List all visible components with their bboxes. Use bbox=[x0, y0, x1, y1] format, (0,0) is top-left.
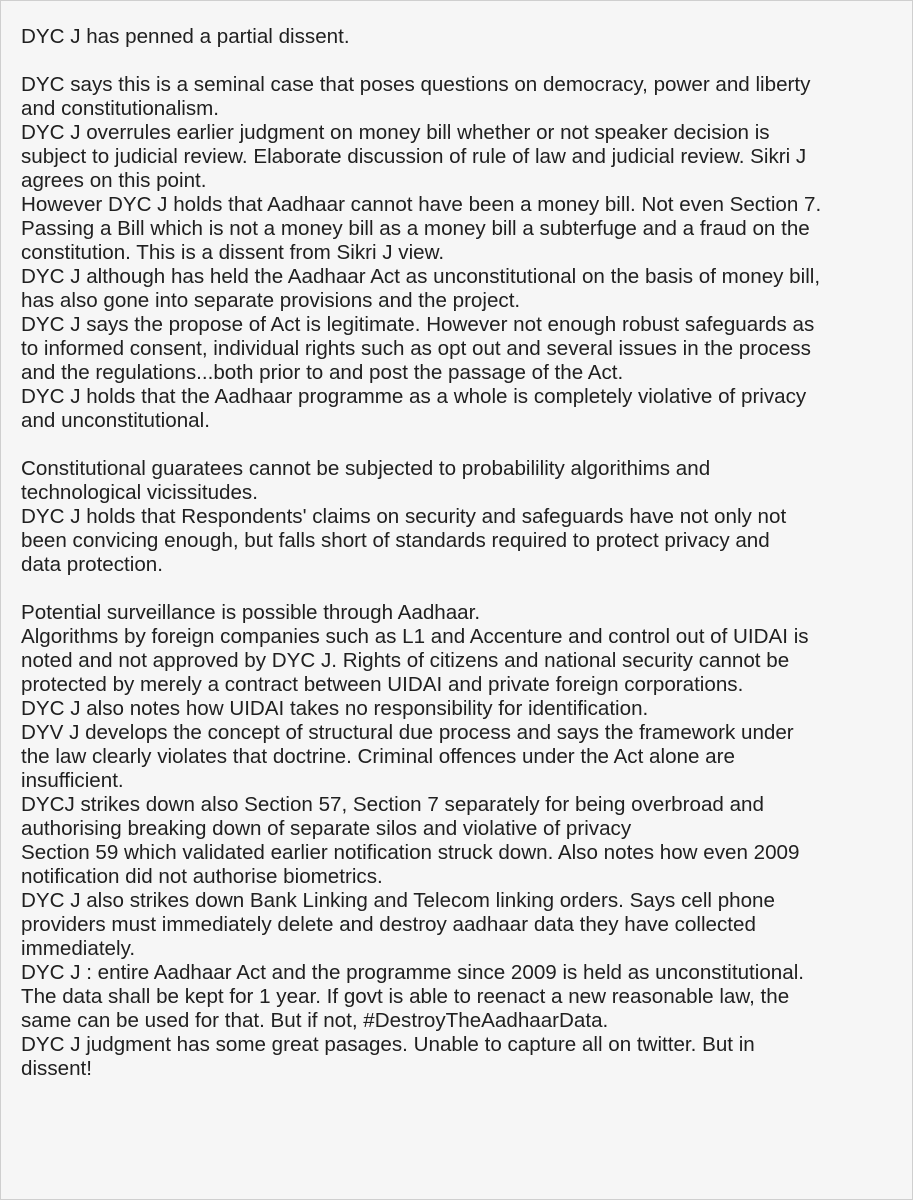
text-line: Constitutional guaratees cannot be subjected to probabilility algorithims and bbox=[21, 457, 711, 480]
text-line: dissent! bbox=[21, 1057, 92, 1080]
text-line: same can be used for that. But if not, #DestroyTheAadhaarData. bbox=[21, 1009, 609, 1032]
text-line: providers must immediately delete and destroy aadhaar data they have collected bbox=[21, 913, 756, 936]
text-line: been convicing enough, but falls short of standards required to protect privacy and bbox=[21, 529, 770, 552]
text-line: immediately. bbox=[21, 937, 136, 960]
text-line: DYC J : entire Aadhaar Act and the programme since 2009 is held as unconstitutional. bbox=[21, 961, 805, 984]
text-line: DYC J holds that Respondents' claims on security and safeguards have not only not bbox=[21, 505, 787, 528]
text-line: subject to judicial review. Elaborate discussion of rule of law and judicial review. Sikri J bbox=[21, 145, 807, 168]
text-line: data protection. bbox=[21, 553, 163, 576]
text-line: and the regulations...both prior to and post the passage of the Act. bbox=[21, 361, 624, 384]
text-line: DYC J has penned a partial dissent. bbox=[21, 25, 350, 48]
text-line: technological vicissitudes. bbox=[21, 481, 258, 504]
text-line: DYC J says the propose of Act is legitimate. However not enough robust safeguards as bbox=[21, 313, 815, 336]
text-line: and unconstitutional. bbox=[21, 409, 210, 432]
text-line: DYCJ strikes down also Section 57, Section 7 separately for being overbroad and bbox=[21, 793, 764, 816]
text-line: Algorithms by foreign companies such as L1 and Accenture and control out of UIDAI is bbox=[21, 625, 809, 648]
text-line: protected by merely a contract between UIDAI and private foreign corporations. bbox=[21, 673, 744, 696]
text-line: DYC J although has held the Aadhaar Act as unconstitutional on the basis of money bill, bbox=[21, 265, 821, 288]
text-line: to informed consent, individual rights such as opt out and several issues in the process bbox=[21, 337, 811, 360]
text-line: authorising breaking down of separate silos and violative of privacy bbox=[21, 817, 632, 840]
text-line: DYC J also notes how UIDAI takes no responsibility for identification. bbox=[21, 697, 649, 720]
blank-line bbox=[21, 433, 901, 457]
text-line: the law clearly violates that doctrine. Criminal offences under the Act alone are bbox=[21, 745, 735, 768]
blank-line bbox=[21, 49, 901, 73]
text-line: noted and not approved by DYC J. Rights of citizens and national security cannot be bbox=[21, 649, 790, 672]
text-line: However DYC J holds that Aadhaar cannot have been a money bill. Not even Section 7. bbox=[21, 193, 822, 216]
text-line: Potential surveillance is possible through Aadhaar. bbox=[21, 601, 481, 624]
text-line: has also gone into separate provisions and the project. bbox=[21, 289, 521, 312]
text-line: Passing a Bill which is not a money bill as a money bill a subterfuge and a fraud on the bbox=[21, 217, 810, 240]
text-line: agrees on this point. bbox=[21, 169, 207, 192]
note-text-body bbox=[21, 25, 901, 1081]
text-line: insufficient. bbox=[21, 769, 124, 792]
text-line: DYC J also strikes down Bank Linking and Telecom linking orders. Says cell phone bbox=[21, 889, 775, 912]
text-line: DYV J develops the concept of structural due process and says the framework under bbox=[21, 721, 794, 744]
text-line: DYC J holds that the Aadhaar programme as a whole is completely violative of privacy bbox=[21, 385, 807, 408]
text-line: The data shall be kept for 1 year. If govt is able to reenact a new reasonable law, the bbox=[21, 985, 790, 1008]
text-line: DYC J overrules earlier judgment on money bill whether or not speaker decision is bbox=[21, 121, 770, 144]
text-line: DYC J judgment has some great pasages. Unable to capture all on twitter. But in bbox=[21, 1033, 755, 1056]
blank-line bbox=[21, 577, 901, 601]
text-line: notification did not authorise biometrics. bbox=[21, 865, 383, 888]
text-line: DYC says this is a seminal case that poses questions on democracy, power and liberty bbox=[21, 73, 811, 96]
text-line: and constitutionalism. bbox=[21, 97, 220, 120]
text-line: Section 59 which validated earlier notification struck down. Also notes how even 2009 bbox=[21, 841, 800, 864]
text-line: constitution. This is a dissent from Sikri J view. bbox=[21, 241, 445, 264]
